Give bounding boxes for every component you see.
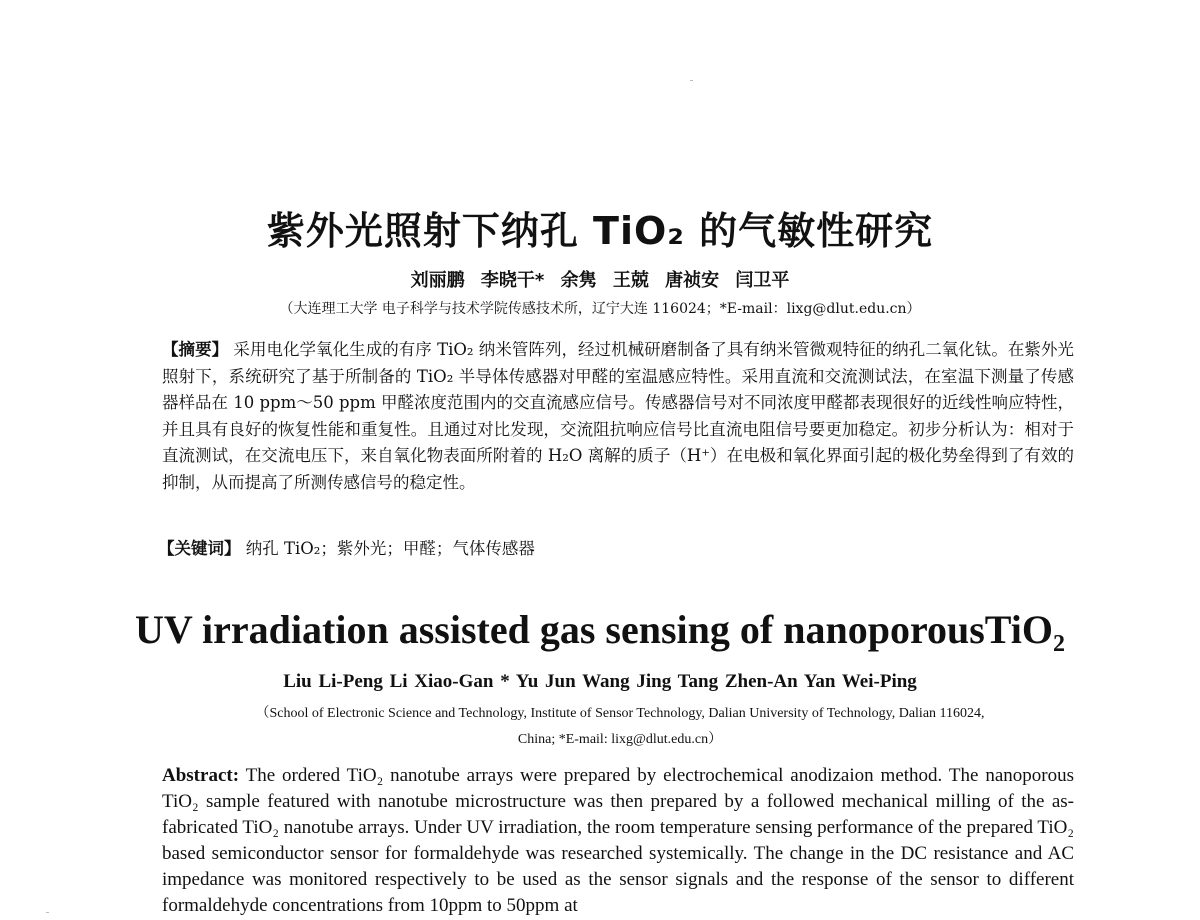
scan-speck xyxy=(690,80,693,81)
chinese-abstract-text: 采用电化学氧化生成的有序 TiO₂ 纳米管阵列，经过机械研磨制备了具有纳米管微观特征的纳孔二氧化钛。在紫外光照射下，系统研究了基于所制备的 TiO₂ 半导体传感器对甲醛的室温感应特性。采用直流和交流测试法，在室温下测量了传感器样品在 10 ppm～50 ppm 甲醛浓度范围内的交直流感应信号。传感器信号对不同浓度甲醛都表现很好的近线性响应特性，并且具有良好的恢复性能和重复性。且通过对比发现，交流阻抗响应信号比直流电阻信号要更加稳定。初步分析认为：相对于直流测试，在交流电压下，来自氧化物表面所附着的 H₂O 离解的质子（H⁺）在电极和氧化界面引起的极化势垒得到了有效的抑制，从而提高了所测传感信号的稳定性。 xyxy=(162,340,1075,492)
chinese-title: 紫外光照射下纳孔 TiO₂ 的气敏性研究 xyxy=(266,209,934,253)
english-abstract xyxy=(162,763,1074,919)
english-title: UV irradiation assisted gas sensing of nanoporousTiO₂ xyxy=(135,607,1065,652)
chinese-keywords xyxy=(158,536,1070,562)
chinese-abstract xyxy=(162,337,1074,497)
chinese-abstract-label: 【摘要】 xyxy=(162,340,229,359)
chinese-authors: 刘丽鹏 李晓干* 余隽 王兢 唐祯安 闫卫平 xyxy=(410,270,790,291)
english-abstract-label: Abstract: xyxy=(162,765,240,786)
english-affiliation: （School of Electronic Science and Technology, Institute of Sensor Technology, Dalian University of Technology, Dalian 116024, China; *E-mail: lixg@dlut.edu.cn） xyxy=(255,706,985,747)
chinese-keywords-label: 【关键词】 xyxy=(158,539,241,558)
chinese-affiliation: （大连理工大学 电子科学与技术学院传感技术所，辽宁大连 116024；*E-mail：lixg@dlut.edu.cn） xyxy=(279,301,921,317)
scan-speck xyxy=(46,912,49,913)
english-authors: Liu Li-Peng Li Xiao-Gan * Yu Jun Wang Jing Tang Zhen-An Yan Wei-Ping xyxy=(283,671,917,692)
english-abstract-text: The ordered TiO₂ nanotube arrays were prepared by electrochemical anodizaion method. The nanoporous TiO₂ sample featured with nanotube microstructure was then prepared by a followed mechanical milling of the as-fabricated TiO₂ nanotube arrays. Under UV irradiation, the room temperature sensing performance of the prepared TiO₂ based semiconductor sensor for formaldehyde was researched systemically. The change in the DC resistance and AC impedance was monitored respectively to be used as the sensor signals and the response of the sensor to different formaldehyde concentrations from 10ppm to 50ppm at xyxy=(162,765,1074,916)
chinese-keywords-text: 纳孔 TiO₂；紫外光；甲醛；气体传感器 xyxy=(245,539,535,558)
